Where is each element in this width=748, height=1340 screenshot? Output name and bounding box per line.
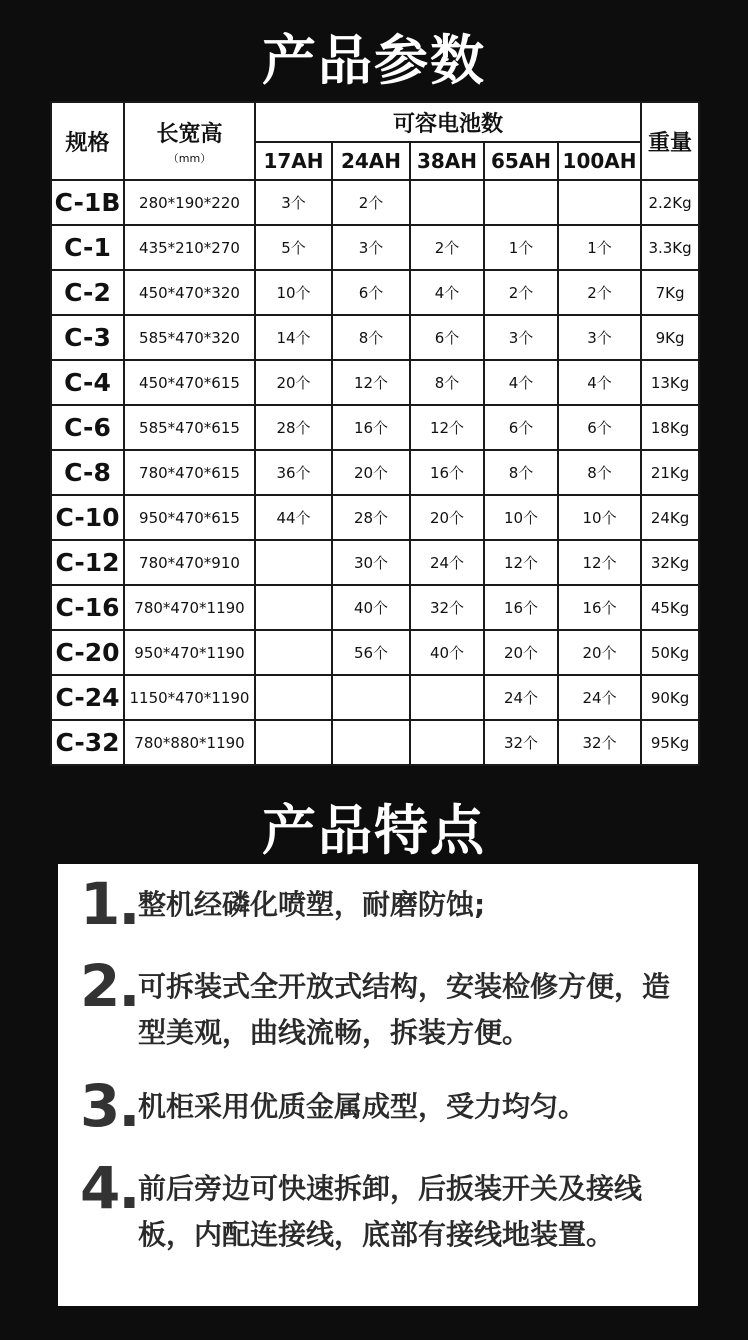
cell-count-24ah (332, 720, 410, 765)
cell-count-65ah: 10个 (484, 495, 558, 540)
cell-spec: C-24 (51, 675, 124, 720)
header-dims-label: 长宽高 (156, 121, 223, 147)
cell-count-17ah: 14个 (255, 315, 332, 360)
table-header-row (51, 102, 699, 142)
feature-text: 可拆装式全开放式结构，安装检修方便，造型美观，曲线流畅，拆装方便。 (138, 970, 671, 1049)
cell-count-65ah: 12个 (484, 540, 558, 585)
cell-spec: C-3 (51, 315, 124, 360)
table-row (51, 585, 699, 630)
cell-dims: 450*470*320 (124, 270, 255, 315)
cell-count-65ah (484, 180, 558, 225)
cell-count-65ah: 2个 (484, 270, 558, 315)
cell-count-38ah (410, 720, 484, 765)
cell-count-24ah: 16个 (332, 405, 410, 450)
cell-count-24ah: 6个 (332, 270, 410, 315)
table-row (51, 270, 699, 315)
feature-number: 2. (80, 952, 139, 1020)
spec-table (50, 101, 700, 766)
cell-count-38ah: 8个 (410, 360, 484, 405)
cell-count-38ah: 16个 (410, 450, 484, 495)
cell-spec: C-6 (51, 405, 124, 450)
cell-weight: 45Kg (641, 585, 699, 630)
cell-spec: C-12 (51, 540, 124, 585)
cell-count-17ah: 20个 (255, 360, 332, 405)
cell-count-17ah: 5个 (255, 225, 332, 270)
cell-count-100ah: 32个 (558, 720, 641, 765)
cell-count-24ah (332, 675, 410, 720)
cell-weight: 13Kg (641, 360, 699, 405)
cell-count-38ah: 40个 (410, 630, 484, 675)
header-weight: 重量 (641, 102, 699, 180)
table-row (51, 720, 699, 765)
feature-text: 前后旁边可快速拆卸，后扳装开关及接线板，内配连接线，底部有接线地装置。 (138, 1172, 643, 1251)
cell-count-17ah (255, 630, 332, 675)
features-panel (58, 864, 698, 1306)
header-dims-unit: （mm） (167, 151, 212, 165)
cell-count-100ah: 1个 (558, 225, 641, 270)
cell-count-24ah: 2个 (332, 180, 410, 225)
feature-text: 机柜采用优质金属成型，受力均匀。 (138, 1090, 587, 1123)
cell-count-24ah: 28个 (332, 495, 410, 540)
cell-count-38ah: 2个 (410, 225, 484, 270)
cell-count-24ah: 56个 (332, 630, 410, 675)
cell-count-65ah: 16个 (484, 585, 558, 630)
cell-spec: C-4 (51, 360, 124, 405)
cell-count-24ah: 30个 (332, 540, 410, 585)
cell-weight: 18Kg (641, 405, 699, 450)
cell-count-100ah: 8个 (558, 450, 641, 495)
table-row (51, 225, 699, 270)
cell-count-38ah (410, 675, 484, 720)
cell-dims: 780*880*1190 (124, 720, 255, 765)
cell-count-24ah: 40个 (332, 585, 410, 630)
cell-spec: C-1 (51, 225, 124, 270)
cell-count-17ah: 10个 (255, 270, 332, 315)
cell-weight: 7Kg (641, 270, 699, 315)
cell-dims: 950*470*1190 (124, 630, 255, 675)
table-row (51, 630, 699, 675)
cell-count-17ah (255, 540, 332, 585)
table-row (51, 675, 699, 720)
feature-item-4 (80, 1156, 698, 1258)
table-row (51, 360, 699, 405)
header-capacity: 可容电池数 (255, 102, 641, 142)
cell-weight: 9Kg (641, 315, 699, 360)
cell-spec: C-10 (51, 495, 124, 540)
cell-dims: 280*190*220 (124, 180, 255, 225)
cell-count-38ah: 6个 (410, 315, 484, 360)
cell-count-100ah: 4个 (558, 360, 641, 405)
cell-spec: C-1B (51, 180, 124, 225)
cell-dims: 585*470*320 (124, 315, 255, 360)
cell-count-24ah: 12个 (332, 360, 410, 405)
params-section-title: 产品参数 (262, 29, 486, 92)
cell-count-65ah: 3个 (484, 315, 558, 360)
cell-weight: 50Kg (641, 630, 699, 675)
cell-count-38ah: 24个 (410, 540, 484, 585)
cell-count-17ah: 28个 (255, 405, 332, 450)
cell-dims: 435*210*270 (124, 225, 255, 270)
cell-weight: 21Kg (641, 450, 699, 495)
header-ah-17: 17AH (255, 142, 332, 180)
cell-dims: 1150*470*1190 (124, 675, 255, 720)
cell-spec: C-8 (51, 450, 124, 495)
cell-count-17ah: 3个 (255, 180, 332, 225)
feature-number: 3. (80, 1072, 139, 1140)
cell-dims: 450*470*615 (124, 360, 255, 405)
cell-count-24ah: 20个 (332, 450, 410, 495)
header-ah-100: 100AH (558, 142, 641, 180)
cell-count-65ah: 32个 (484, 720, 558, 765)
cell-count-100ah: 6个 (558, 405, 641, 450)
feature-number: 1. (80, 870, 139, 938)
cell-count-100ah (558, 180, 641, 225)
cell-dims: 950*470*615 (124, 495, 255, 540)
cell-count-100ah: 16个 (558, 585, 641, 630)
cell-weight: 24Kg (641, 495, 699, 540)
feature-item-2 (80, 954, 698, 1056)
cell-count-100ah: 20个 (558, 630, 641, 675)
cell-spec: C-32 (51, 720, 124, 765)
cell-count-100ah: 24个 (558, 675, 641, 720)
cell-count-100ah: 2个 (558, 270, 641, 315)
cell-spec: C-2 (51, 270, 124, 315)
cell-dims: 585*470*615 (124, 405, 255, 450)
cell-count-65ah: 1个 (484, 225, 558, 270)
cell-weight: 2.2Kg (641, 180, 699, 225)
feature-item-1 (80, 872, 698, 936)
cell-count-100ah: 10个 (558, 495, 641, 540)
cell-count-65ah: 20个 (484, 630, 558, 675)
cell-weight: 3.3Kg (641, 225, 699, 270)
header-ah-24: 24AH (332, 142, 410, 180)
header-spec: 规格 (51, 102, 124, 180)
cell-count-38ah (410, 180, 484, 225)
table-row (51, 450, 699, 495)
cell-count-100ah: 12个 (558, 540, 641, 585)
header-ah-65: 65AH (484, 142, 558, 180)
cell-count-100ah: 3个 (558, 315, 641, 360)
cell-count-65ah: 6个 (484, 405, 558, 450)
header-dims (124, 102, 255, 180)
feature-number: 4. (80, 1154, 139, 1222)
cell-spec: C-16 (51, 585, 124, 630)
table-row (51, 315, 699, 360)
cell-weight: 95Kg (641, 720, 699, 765)
features-section-title: 产品特点 (262, 799, 486, 862)
feature-item-3 (80, 1074, 698, 1138)
feature-text: 整机经磷化喷塑，耐磨防蚀; (138, 888, 486, 921)
cell-count-17ah: 36个 (255, 450, 332, 495)
cell-weight: 32Kg (641, 540, 699, 585)
cell-dims: 780*470*615 (124, 450, 255, 495)
table-row (51, 405, 699, 450)
cell-spec: C-20 (51, 630, 124, 675)
cell-count-38ah: 32个 (410, 585, 484, 630)
cell-count-38ah: 4个 (410, 270, 484, 315)
table-row (51, 495, 699, 540)
cell-count-65ah: 24个 (484, 675, 558, 720)
cell-count-65ah: 8个 (484, 450, 558, 495)
cell-count-17ah (255, 585, 332, 630)
cell-weight: 90Kg (641, 675, 699, 720)
header-ah-38: 38AH (410, 142, 484, 180)
table-row (51, 180, 699, 225)
cell-count-17ah (255, 675, 332, 720)
cell-count-24ah: 8个 (332, 315, 410, 360)
cell-count-65ah: 4个 (484, 360, 558, 405)
cell-count-38ah: 12个 (410, 405, 484, 450)
cell-count-24ah: 3个 (332, 225, 410, 270)
cell-count-38ah: 20个 (410, 495, 484, 540)
table-row (51, 540, 699, 585)
cell-dims: 780*470*1190 (124, 585, 255, 630)
cell-count-17ah: 44个 (255, 495, 332, 540)
cell-dims: 780*470*910 (124, 540, 255, 585)
cell-count-17ah (255, 720, 332, 765)
